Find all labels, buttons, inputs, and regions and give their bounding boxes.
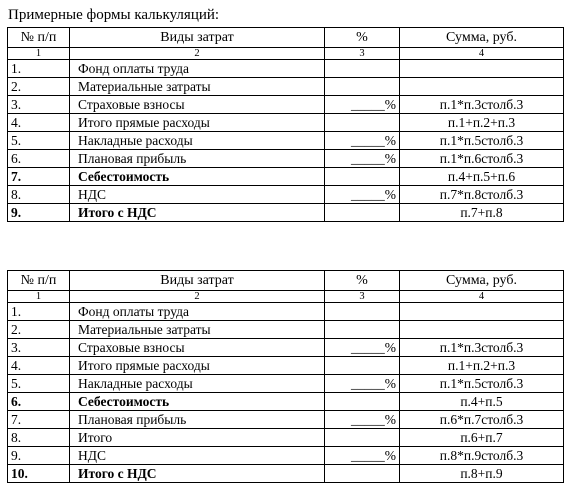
table-row (8, 78, 564, 96)
percent-cell: _____% (325, 339, 400, 357)
percent-cell: _____% (325, 186, 400, 204)
percent-cell: _____% (325, 375, 400, 393)
table-row (8, 303, 564, 321)
header-pct: % (325, 28, 400, 48)
cost-type: НДС (70, 186, 325, 204)
sum-cell: п.7*п.8столб.3 (400, 186, 564, 204)
cost-type: Накладные расходы (70, 375, 325, 393)
row-number: 3. (8, 96, 70, 114)
percent-cell (325, 168, 400, 186)
row-number: 1. (8, 303, 70, 321)
table-row (8, 150, 564, 168)
table-row (8, 411, 564, 429)
sum-cell: п.1*п.5столб.3 (400, 375, 564, 393)
percent-cell (325, 303, 400, 321)
sum-cell: п.8*п.9столб.3 (400, 447, 564, 465)
header-sum: Сумма, руб. (400, 28, 564, 48)
sum-cell: п.1*п.5столб.3 (400, 132, 564, 150)
percent-cell (325, 204, 400, 222)
row-number: 9. (8, 447, 70, 465)
cost-type: Итого с НДС (70, 204, 325, 222)
table-row (8, 114, 564, 132)
cost-type: Себестоимость (70, 168, 325, 186)
calculation-table-2 (7, 270, 564, 483)
row-number: 5. (8, 132, 70, 150)
column-index-row (8, 48, 564, 60)
table-row (8, 321, 564, 339)
sum-cell (400, 321, 564, 339)
row-number: 8. (8, 186, 70, 204)
row-number: 8. (8, 429, 70, 447)
header-num: № п/п (8, 28, 70, 48)
percent-cell: _____% (325, 96, 400, 114)
sum-cell (400, 60, 564, 78)
cost-type: Страховые взносы (70, 339, 325, 357)
cost-type: Страховые взносы (70, 96, 325, 114)
column-index: 1 (8, 291, 70, 303)
percent-cell (325, 429, 400, 447)
cost-type: Итого с НДС (70, 465, 325, 483)
row-number: 7. (8, 411, 70, 429)
table-row (8, 204, 564, 222)
sum-cell (400, 303, 564, 321)
document-title: Примерные формы калькуляций: (8, 7, 220, 23)
percent-cell (325, 60, 400, 78)
cost-type: Накладные расходы (70, 132, 325, 150)
cost-type: Итого прямые расходы (70, 357, 325, 375)
sum-cell: п.1*п.3столб.3 (400, 339, 564, 357)
header-row (8, 271, 564, 291)
cost-type: Итого прямые расходы (70, 114, 325, 132)
column-index: 3 (325, 291, 400, 303)
header-row (8, 28, 564, 48)
row-number: 7. (8, 168, 70, 186)
cost-type: НДС (70, 447, 325, 465)
header-pct: % (325, 271, 400, 291)
cost-type: Плановая прибыль (70, 411, 325, 429)
table-row (8, 465, 564, 483)
table-row (8, 357, 564, 375)
cost-type: Итого (70, 429, 325, 447)
row-number: 5. (8, 375, 70, 393)
row-number: 4. (8, 357, 70, 375)
column-index: 3 (325, 48, 400, 60)
table-row (8, 447, 564, 465)
table-row (8, 60, 564, 78)
row-number: 3. (8, 339, 70, 357)
table-row (8, 168, 564, 186)
table-row (8, 96, 564, 114)
percent-cell (325, 393, 400, 411)
sum-cell: п.1+п.2+п.3 (400, 114, 564, 132)
table-row (8, 429, 564, 447)
sum-cell: п.8+п.9 (400, 465, 564, 483)
percent-cell (325, 321, 400, 339)
calculation-table-1 (7, 27, 564, 222)
header-num: № п/п (8, 271, 70, 291)
percent-cell: _____% (325, 150, 400, 168)
header-kind: Виды затрат (70, 28, 325, 48)
percent-cell (325, 465, 400, 483)
sum-cell: п.4+п.5 (400, 393, 564, 411)
percent-cell: _____% (325, 447, 400, 465)
column-index: 1 (8, 48, 70, 60)
row-number: 9. (8, 204, 70, 222)
column-index: 4 (400, 48, 564, 60)
cost-type: Материальные затраты (70, 321, 325, 339)
cost-type: Материальные затраты (70, 78, 325, 96)
column-index: 2 (70, 291, 325, 303)
percent-cell: _____% (325, 132, 400, 150)
column-index: 2 (70, 48, 325, 60)
column-index: 4 (400, 291, 564, 303)
row-number: 10. (8, 465, 70, 483)
sum-cell: п.4+п.5+п.6 (400, 168, 564, 186)
cost-type: Фонд оплаты труда (70, 60, 325, 78)
row-number: 2. (8, 78, 70, 96)
sum-cell: п.1*п.6столб.3 (400, 150, 564, 168)
sum-cell: п.1*п.3столб.3 (400, 96, 564, 114)
table-row (8, 186, 564, 204)
percent-cell (325, 78, 400, 96)
column-index-row (8, 291, 564, 303)
table-row (8, 375, 564, 393)
table-row (8, 132, 564, 150)
cost-type: Себестоимость (70, 393, 325, 411)
table-row (8, 393, 564, 411)
table-row (8, 339, 564, 357)
cost-type: Плановая прибыль (70, 150, 325, 168)
sum-cell: п.6+п.7 (400, 429, 564, 447)
percent-cell (325, 357, 400, 375)
row-number: 6. (8, 150, 70, 168)
row-number: 2. (8, 321, 70, 339)
header-sum: Сумма, руб. (400, 271, 564, 291)
row-number: 1. (8, 60, 70, 78)
sum-cell: п.1+п.2+п.3 (400, 357, 564, 375)
cost-type: Фонд оплаты труда (70, 303, 325, 321)
row-number: 4. (8, 114, 70, 132)
percent-cell (325, 114, 400, 132)
sum-cell (400, 78, 564, 96)
percent-cell: _____% (325, 411, 400, 429)
header-kind: Виды затрат (70, 271, 325, 291)
sum-cell: п.7+п.8 (400, 204, 564, 222)
row-number: 6. (8, 393, 70, 411)
sum-cell: п.6*п.7столб.3 (400, 411, 564, 429)
